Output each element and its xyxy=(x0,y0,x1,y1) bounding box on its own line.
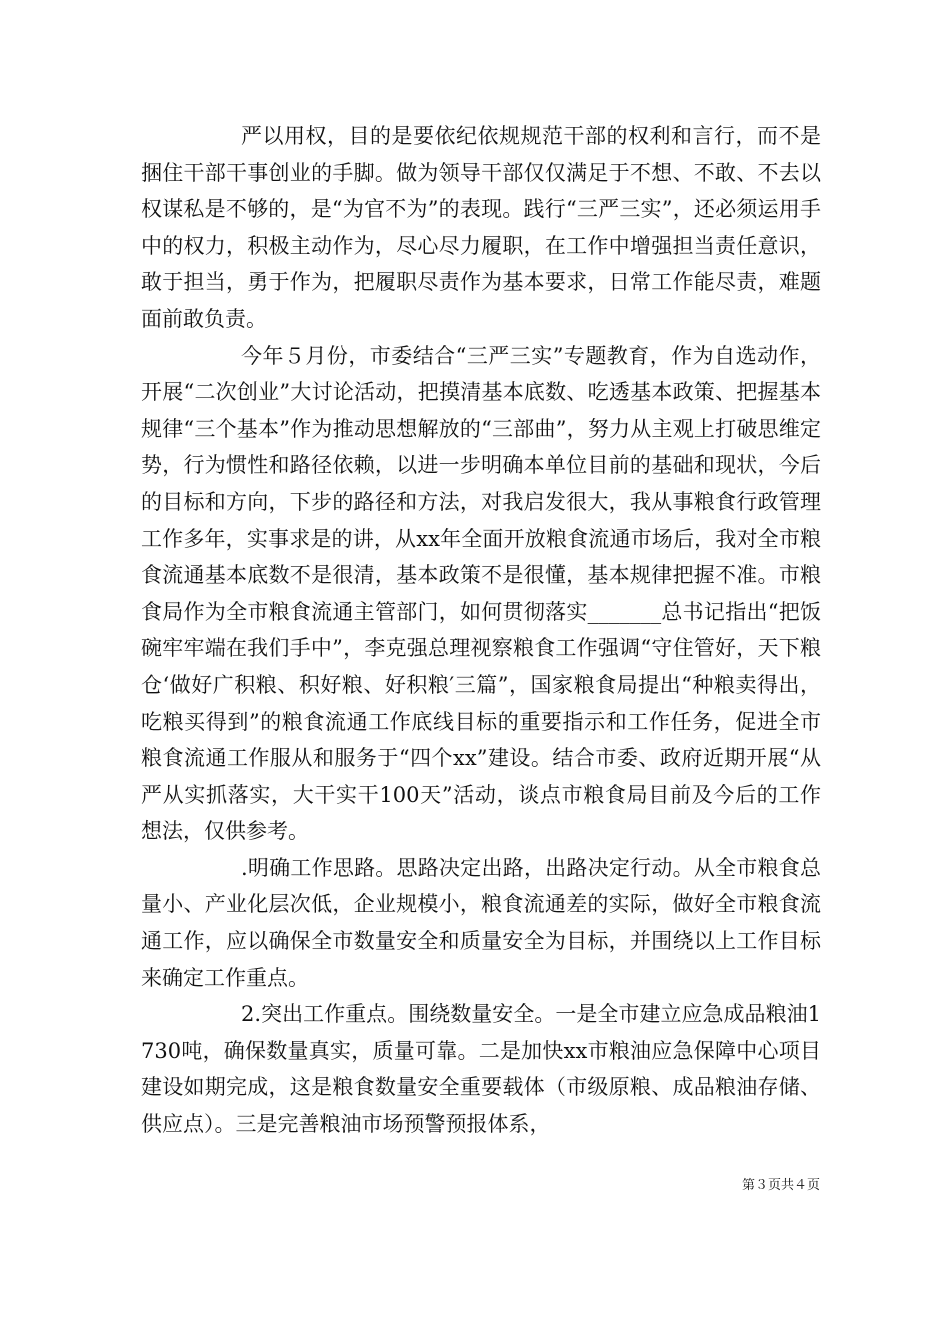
paragraph-3: .明确工作思路。思路决定出路，出路决定行动。从全市粮食总量小、产业化层次低，企业规模小，粮食流通差的实际，做好全市粮食流通工作，应以确保全市数量安全和质量安全为目标，并围绕以上工作目标来确定工作重点。 xyxy=(141,855,821,990)
paragraph-2: 今年５月份，市委结合“三严三实”专题教育，作为自选动作，开展“二次创业”大讨论活动，把摸清基本底数、吃透基本政策、把握基本规律“三个基本”作为推动思想解放的“三部曲”，努力从主观上打破思维定势，行为惯性和路径依赖，以进一步明确本单位目前的基础和现状，今后的目标和方向，下步的路径和方法，对我启发很大，我从事粮食行政管理工作多年，实事求是的讲，从xx年全面开放粮食流通市场后，我对全市粮食流通基本底数不是很清，基本政策不是很懂，基本规律把握不准。市粮食局作为全市粮食流通主管部门，如何贯彻落实_______总书记指出“把饭碗牢牢端在我们手中”，李克强总理视察粮食工作强调“守住管好，天下粮仓‘做好广积粮、积好粮、好积粮′三篇”，国家粮食局提出“种粮卖得出，吃粮买得到”的粮食流通工作底线目标的重要指示和工作任务，促进全市粮食流通工作服从和服务于“四个xx”建设。结合市委、政府近期开展“从严从实抓落实，大干实干100天”活动，谈点市粮食局目前及今后的工作想法，仅供参考。 xyxy=(141,343,821,844)
paragraph-4: 2.突出工作重点。围绕数量安全。一是全市建立应急成品粮油1730吨，确保数量真实，质量可靠。二是加快xx市粮油应急保障中心项目建设如期完成，这是粮食数量安全重要载体（市级原粮、成品粮油存储、供应点）。三是完善粮油市场预警预报体系， xyxy=(141,1002,821,1137)
document-body xyxy=(141,118,821,1143)
paragraph-1: 严以用权，目的是要依纪依规规范干部的权利和言行，而不是捆住干部干事创业的手脚。做为领导干部仅仅满足于不想、不敢、不去以权谋私是不够的，是“为官不为”的表现。践行“三严三实”，还必须运用手中的权力，积极主动作为，尽心尽力履职，在工作中增强担当责任意识，敢于担当，勇于作为，把履职尽责作为基本要求，日常工作能尽责，难题面前敢负责。 xyxy=(141,124,821,331)
page-number-footer: 第３页共４页 xyxy=(741,1178,820,1193)
